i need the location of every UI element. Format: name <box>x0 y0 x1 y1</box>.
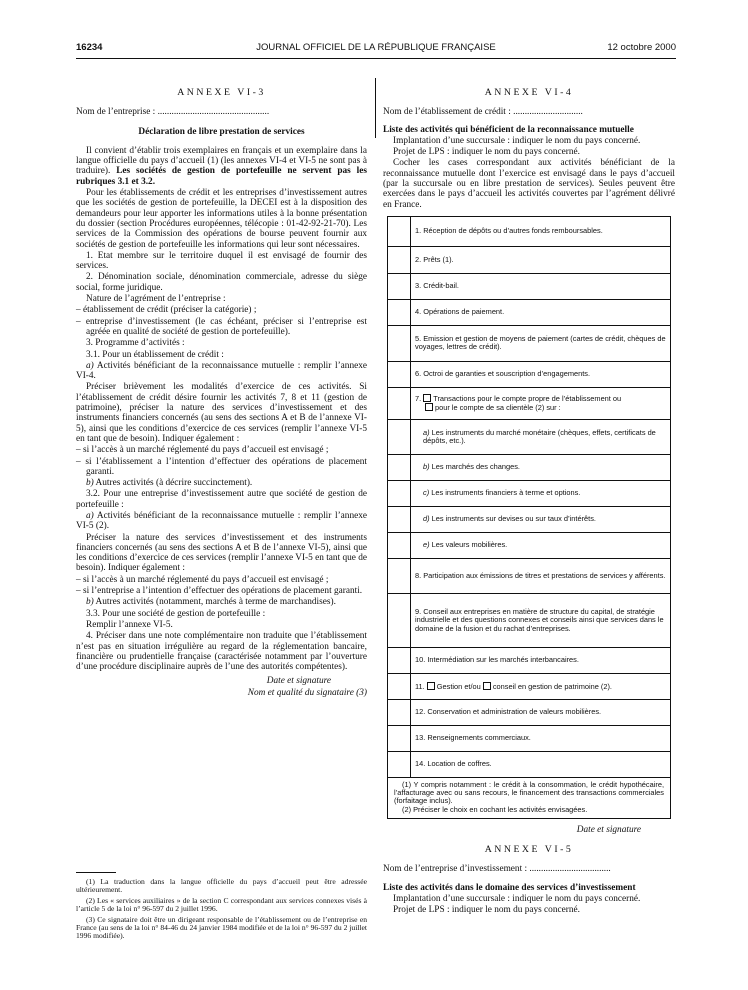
list-item: – si l’accès à un marché réglementé du pays d’accueil est envisagé ; <box>76 574 329 585</box>
paragraph <box>76 146 367 187</box>
text: Autres activités (à décrire succinctement). <box>93 478 253 489</box>
paragraph: 3.1. Pour un établissement de crédit : <box>86 349 224 360</box>
checkbox-cell[interactable] <box>388 532 411 558</box>
item-number: 11. <box>415 681 425 691</box>
text: Transactions pour le compte propre de l’établissement ou <box>433 394 622 404</box>
paragraph: 3. Programme d’activités : <box>86 338 185 349</box>
bold-text: Les sociétés de gestion de portefeuille ne servent pas les rubriques 3.1 et 3.2. <box>76 166 367 187</box>
activity-cell <box>411 387 671 419</box>
list-item: – si l’entreprise a l’intention d’effectuer des opérations de placement garanti. <box>76 586 363 597</box>
text: Les instruments financiers à terme et options. <box>429 488 581 498</box>
text: Autres activités (notamment, marchés à terme de marchandises). <box>93 597 336 608</box>
table-row <box>388 647 671 673</box>
signatory-line: Nom et qualité du signataire (3) <box>247 687 367 698</box>
checkbox-cell[interactable] <box>388 361 411 387</box>
activity-cell <box>411 419 671 454</box>
activity-cell: 4. Opérations de paiement. <box>411 299 671 325</box>
table-note: (2) Préciser le choix en cochant les activités envisagées. <box>402 804 588 814</box>
credit-institution-name-line: Nom de l’établissement de crédit : .............................. <box>383 107 583 118</box>
checkbox-cell[interactable] <box>388 273 411 299</box>
checkbox-cell[interactable] <box>388 593 411 647</box>
table-row <box>388 325 671 361</box>
text: Les instruments du marché monétaire (chèques, effets, certificats de dépôts, etc.). <box>423 427 656 445</box>
footnote-rule <box>76 872 116 873</box>
table-row <box>388 699 671 725</box>
text: Les marchés des changes. <box>429 462 520 472</box>
footnote: (3) Ce signataire doit être un dirigeant responsable de l’établissement ou de l’entreprise en France (au sens de la loi n° 84-46 du 24 janvier 1984 modifiée et de la loi n° 96-597 du 2 juillet 1996 modifiée). <box>76 914 367 941</box>
text: conseil en gestion de patrimoine (2). <box>492 681 612 691</box>
checkbox-cell[interactable] <box>388 480 411 506</box>
text: Gestion et/ou <box>436 681 481 691</box>
checkbox-cell[interactable] <box>388 299 411 325</box>
letter: a) <box>423 427 430 437</box>
paragraph: Préciser brièvement les modalités d’exercice de ces activités. Si l’établissement de crédit désire fournir les activités 7, 8 et 11 (gestion de patrimoine), préciser la nature des services d’investissement et des instruments financiers concernés (au sens des sections A et B de l’annexe VI-5), ainsi que les conditions d’exercice de ces services (remplir l’annexe VI-5 en tant que de besoin). Indiquer également : <box>76 382 367 444</box>
activity-cell: 1. Réception de dépôts ou d’autres fonds remboursables. <box>411 216 671 246</box>
journal-title: JOURNAL OFFICIEL DE LA RÉPUBLIQUE FRANÇAISE <box>256 42 496 53</box>
paragraph: 4. Préciser dans une note complémentaire non traduite que l’établissement n’est pas en situation irrégulière au regard de la réglementation bancaire, financière ou prudentielle française (caractérisée notamment par l’ouverture d’une procédure disciplinaire auprès de l’une des autorités compétentes). <box>76 631 367 673</box>
table-row <box>388 725 671 751</box>
paragraph <box>76 478 367 488</box>
activity-cell: 14. Location de coffres. <box>411 751 671 777</box>
checkbox-cell[interactable] <box>388 454 411 480</box>
activity-cell: 3. Crédit-bail. <box>411 273 671 299</box>
activity-cell <box>411 480 671 506</box>
table-row <box>388 419 671 454</box>
table-row <box>388 454 671 480</box>
paragraph: 3.2. Pour une entreprise d’investissement autre que société de gestion de portefeuille : <box>76 489 367 510</box>
date-signature: Date et signature <box>576 824 641 835</box>
investment-firm-name-line: Nom de l’entreprise d’investissement : ................................... <box>383 864 611 875</box>
footnotes <box>76 878 367 943</box>
list-item: – si l’établissement a l’intention d’effectuer des opérations de placement garanti. <box>76 456 367 477</box>
letter: c) <box>423 488 430 498</box>
letter: d) <box>423 514 430 524</box>
paragraph: Projet de LPS : indiquer le nom du pays concerné. <box>393 147 580 158</box>
activity-cell: 10. Intermédiation sur les marchés interbancaires. <box>411 647 671 673</box>
paragraph: Remplir l’annexe VI-5. <box>86 619 173 630</box>
table-row <box>388 506 671 532</box>
table-note: (1) Y compris notamment : le crédit à la consommation, le crédit hypothécaire, l’affacturage avec ou sans recours, le financement des transactions commerciales (forfaitage inclus). <box>394 779 664 806</box>
letter: b) <box>423 462 430 472</box>
checkbox-cell[interactable] <box>388 558 411 593</box>
table-row <box>388 480 671 506</box>
checkbox-cell[interactable] <box>388 751 411 777</box>
paragraph: Implantation d’une succursale : indiquer le nom du pays concerné. <box>393 893 641 904</box>
checkbox-cell[interactable] <box>388 216 411 246</box>
section-heading: Liste des activités dans le domaine des services d’investissement <box>383 882 636 893</box>
annex-vi-4-title: ANNEXE VI-4 <box>484 87 574 98</box>
annex-vi-3-title: ANNEXE VI-3 <box>177 87 266 98</box>
letter: b) <box>86 597 94 608</box>
activity-cell: 5. Emission et gestion de moyens de paiement (cartes de crédit, chèques de voyages, lettres de crédit). <box>411 325 671 361</box>
paragraph: Nature de l’agrément de l’entreprise : <box>86 294 226 305</box>
text: Les valeurs mobilières. <box>429 540 508 550</box>
table-row <box>388 387 671 419</box>
letter: a) <box>86 360 94 371</box>
section-heading: Déclaration de libre prestation de services <box>138 126 305 137</box>
text: Les instruments sur devises ou sur taux d’intérêts. <box>429 514 596 524</box>
activity-cell <box>411 532 671 558</box>
item-number: 7. <box>415 394 422 404</box>
activities-table <box>387 216 671 778</box>
date-signature: Date et signature <box>266 676 331 687</box>
table-row <box>388 246 671 273</box>
activity-cell <box>411 506 671 532</box>
checkbox[interactable] <box>483 682 491 690</box>
activity-cell: 9. Conseil aux entreprises en matière de structure du capital, de stratégie industrielle et des questions connexes et conseils ainsi que services dans le domaine de la fusion et du rachat d’entreprises. <box>411 593 671 647</box>
list-item: – établissement de crédit (préciser la catégorie) ; <box>76 305 257 316</box>
checkbox-cell[interactable] <box>388 673 411 699</box>
list-item: – si l’accès à un marché réglementé du pays d’accueil est envisagé ; <box>76 445 329 456</box>
letter: a) <box>86 510 94 521</box>
section-heading: Liste des activités qui bénéficient de la reconnaissance mutuelle <box>383 124 634 135</box>
table-row <box>388 593 671 647</box>
checkbox-cell[interactable] <box>388 699 411 725</box>
table-row <box>388 532 671 558</box>
paragraph <box>76 511 367 532</box>
letter: e) <box>423 540 430 550</box>
footnote: (2) Les « services auxiliaires » de la section C correspondant aux services connexes visés à l’article 5 de la loi n° 96-597 du 2 juillet 1996. <box>76 895 367 914</box>
paragraph: 3.3. Pour une société de gestion de portefeuille : <box>86 608 266 619</box>
text: pour le compte de sa clientèle (2) sur : <box>435 403 561 413</box>
text: Il convient d’établir trois exemplaires en français et un exemplaire dans la langue officielle du pays d’accueil (1) (les annexes VI-4 et VI-5 ne sont pas à traduire). <box>76 145 367 177</box>
activity-cell <box>411 454 671 480</box>
paragraph <box>76 361 367 382</box>
checkbox-cell[interactable] <box>388 725 411 751</box>
checkbox-cell[interactable] <box>388 419 411 454</box>
checkbox[interactable] <box>427 682 435 690</box>
footnote: (1) La traduction dans la langue officielle du pays d’accueil peut être adressée ultérieurement. <box>76 877 367 895</box>
activity-cell <box>411 673 671 699</box>
column-divider <box>375 78 376 138</box>
company-name-line: Nom de l’entreprise : ................................................ <box>76 107 270 118</box>
right-column <box>383 86 675 917</box>
page-header <box>76 42 676 56</box>
paragraph: Préciser la nature des services d’investissement et des instruments financiers concernés (au sens des sections A et B de l’annexe VI-5), ainsi que les conditions d’exercice de ces services (remplir l’annexe VI-5 en tant que de besoin). Indiquer également : <box>76 532 368 574</box>
table-row <box>388 673 671 699</box>
header-rule <box>76 58 676 59</box>
table-row <box>388 558 671 593</box>
checkbox-cell[interactable] <box>388 325 411 361</box>
checkbox-cell[interactable] <box>388 246 411 273</box>
table-row <box>388 751 671 777</box>
text: Activités bénéficiant de la reconnaissance mutuelle : remplir l’annexe VI-5 (2). <box>76 510 367 532</box>
table-notes <box>387 778 671 819</box>
paragraph: Implantation d’une succursale : indiquer le nom du pays concerné. <box>393 135 641 146</box>
annex-vi-5-title: ANNEXE VI-5 <box>484 844 574 856</box>
page-number: 16234 <box>76 42 103 53</box>
table-row <box>388 273 671 299</box>
table-row <box>388 299 671 325</box>
activity-cell: 12. Conservation et administration de valeurs mobilières. <box>411 699 671 725</box>
list-item: – entreprise d’investissement (le cas échéant, préciser si l’entreprise est agréée en qualité de société de gestion de portefeuille). <box>76 316 367 337</box>
letter: b) <box>86 478 94 489</box>
activity-cell: 6. Octroi de garanties et souscription d’engagements. <box>411 361 671 387</box>
paragraph: 2. Dénomination sociale, dénomination commerciale, adresse du siège social, forme juridique. <box>76 272 367 293</box>
checkbox-cell[interactable] <box>388 647 411 673</box>
checkbox[interactable] <box>425 403 433 411</box>
activity-cell: 8. Participation aux émissions de titres et prestations de services y afférents. <box>411 558 671 593</box>
table-row <box>388 361 671 387</box>
left-column <box>76 86 367 699</box>
table-row <box>388 216 671 246</box>
paragraph: 1. Etat membre sur le territoire duquel il est envisagé de fournir des services. <box>76 250 367 272</box>
paragraph: Cocher les cases correspondant aux activités bénéficiant de la reconnaissance mutuelle dont l’exercice est envisagé dans le pays d’accueil (par la succursale ou en libre prestation de services). Seules peuvent être exercées dans le pays d’accueil les activités couvertes par l’agrément délivré en France. <box>383 158 675 210</box>
paragraph: Projet de LPS : indiquer le nom du pays concerné. <box>393 905 580 916</box>
issue-date: 12 octobre 2000 <box>607 42 676 53</box>
activity-cell: 2. Prêts (1). <box>411 246 671 273</box>
checkbox-cell[interactable] <box>388 387 411 419</box>
paragraph: Pour les établissements de crédit et les entreprises d’investissement autres que les sociétés de gestion de portefeuille, la DECEI est à la disposition des demandeurs pour leur apporter les informations utiles à la bonne présentation du dossier (section Procédures européennes, télécopie : 01-42-92-21-70). Les services de la Commission des opérations de bourse peuvent fournir aux sociétés de gestion de portefeuille les informations qui leur sont nécessaires. <box>76 188 367 250</box>
checkbox[interactable] <box>423 394 431 402</box>
text: Activités bénéficiant de la reconnaissance mutuelle : remplir l’annexe VI-4. <box>76 360 367 382</box>
activity-cell: 13. Renseignements commerciaux. <box>411 725 671 751</box>
checkbox-cell[interactable] <box>388 506 411 532</box>
paragraph <box>76 597 367 607</box>
